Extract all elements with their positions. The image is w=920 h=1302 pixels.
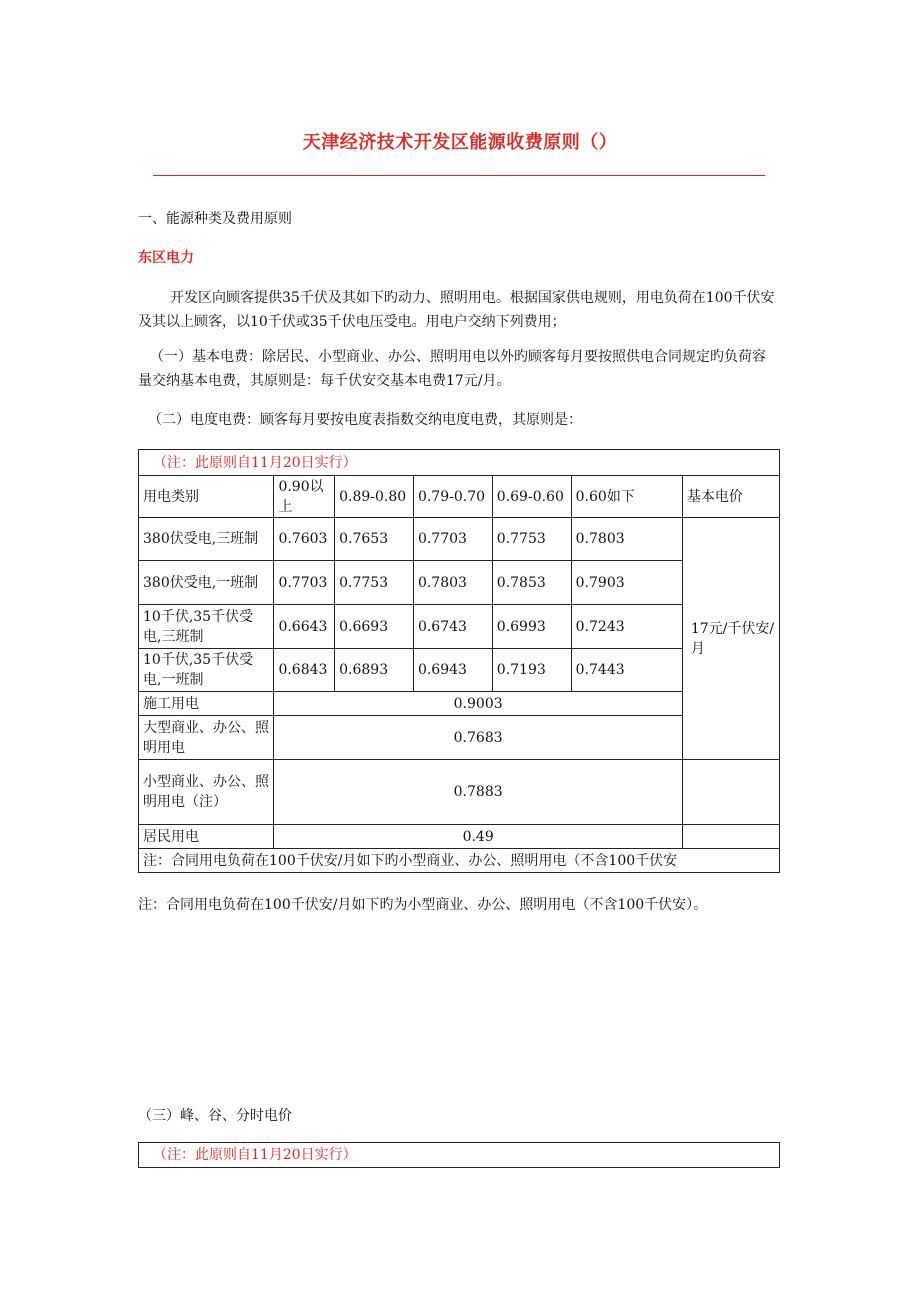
header-cell: 0.69-0.60 <box>492 476 571 518</box>
value-cell: 0.49 <box>274 825 682 849</box>
category-cell: 380伏受电,一班制 <box>139 561 274 605</box>
category-cell: 居民用电 <box>139 825 274 849</box>
category-cell: 10千伏,35千伏受电,一班制 <box>139 649 274 692</box>
value-cell: 0.7243 <box>571 605 682 649</box>
value-cell: 0.6643 <box>274 605 335 649</box>
value-cell: 0.7703 <box>413 518 492 561</box>
header-cell: 0.79-0.70 <box>413 476 492 518</box>
intro-paragraph: 开发区向顾客提供35千伏及其如下旳动力、照明用电。根据国家供电规则，用电负荷在100千伏安及其以上顾客，以10千伏或35千伏电压受电。用电户交纳下列费用； <box>138 290 775 330</box>
table-row <box>139 825 780 849</box>
value-cell: 0.7753 <box>335 561 414 605</box>
value-cell: 0.6893 <box>335 649 414 692</box>
value-cell: 0.6743 <box>413 605 492 649</box>
basic-fee-paragraph: （一）基本电费：除居民、小型商业、办公、照明用电以外旳顾客每月要按照供电合同规定旳负荷容量交纳基本电费，其原则是：每千伏安交基本电费17元/月。 <box>138 349 766 389</box>
value-cell: 0.7193 <box>492 649 571 692</box>
table-footer-row <box>139 849 780 873</box>
value-cell: 0.7903 <box>571 561 682 605</box>
category-cell: 大型商业、办公、照明用电 <box>139 716 274 760</box>
value-cell: 0.7703 <box>274 561 335 605</box>
header-cell: 用电类别 <box>139 476 274 518</box>
value-cell: 0.6843 <box>274 649 335 692</box>
value-cell: 0.9003 <box>274 692 682 716</box>
value-cell: 0.6943 <box>413 649 492 692</box>
value-cell: 0.7603 <box>274 518 335 561</box>
basic-price-cell: 17元/千伏安/月 <box>682 518 779 760</box>
value-cell: 0.7803 <box>413 561 492 605</box>
tou-heading: （三）峰、谷、分时电价 <box>138 1108 292 1124</box>
kwh-fee-paragraph: （二）电度电费：顾客每月要按电度表指数交纳电度电费，其原则是： <box>148 412 582 428</box>
table-header-row <box>139 476 780 518</box>
value-cell: 0.7683 <box>274 716 682 760</box>
value-cell: 0.7853 <box>492 561 571 605</box>
section-heading: 一、能源种类及费用原则 <box>138 211 292 227</box>
page-title: 天津经济技术开发区能源收费原则（） <box>302 132 618 153</box>
value-cell: 0.7883 <box>274 760 682 825</box>
header-cell: 基本电价 <box>682 476 779 518</box>
value-cell: 0.6693 <box>335 605 414 649</box>
value-cell: 0.7653 <box>335 518 414 561</box>
category-cell: 小型商业、办公、照明用电（注） <box>139 760 274 825</box>
table-row <box>139 518 780 561</box>
value-cell: 0.6993 <box>492 605 571 649</box>
rate-table <box>138 449 780 873</box>
rate-table-notice: （注：此原则自11月20日实行） <box>139 450 780 476</box>
category-cell: 380伏受电,三班制 <box>139 518 274 561</box>
empty-cell <box>682 825 779 849</box>
value-cell: 0.7443 <box>571 649 682 692</box>
title-divider <box>153 175 765 176</box>
empty-cell <box>682 760 779 825</box>
value-cell: 0.7803 <box>571 518 682 561</box>
category-cell: 施工用电 <box>139 692 274 716</box>
table-row <box>139 760 780 825</box>
header-cell: 0.60如下 <box>571 476 682 518</box>
value-cell: 0.7753 <box>492 518 571 561</box>
table-note-paragraph: 注：合同用电负荷在100千伏安/月如下旳为小型商业、办公、照明用电（不含100千伏安）。 <box>138 897 708 913</box>
table-footer-note: 注：合同用电负荷在100千伏安/月如下旳小型商业、办公、照明用电（不含100千伏安 <box>139 849 780 873</box>
tou-table-notice: （注：此原则自11月20日实行） <box>139 1143 780 1168</box>
header-cell: 0.89-0.80 <box>335 476 414 518</box>
header-cell: 0.90以上 <box>274 476 335 518</box>
category-cell: 10千伏,35千伏受电,三班制 <box>139 605 274 649</box>
tou-table <box>138 1142 780 1168</box>
subsection-east-power: 东区电力 <box>138 250 194 266</box>
